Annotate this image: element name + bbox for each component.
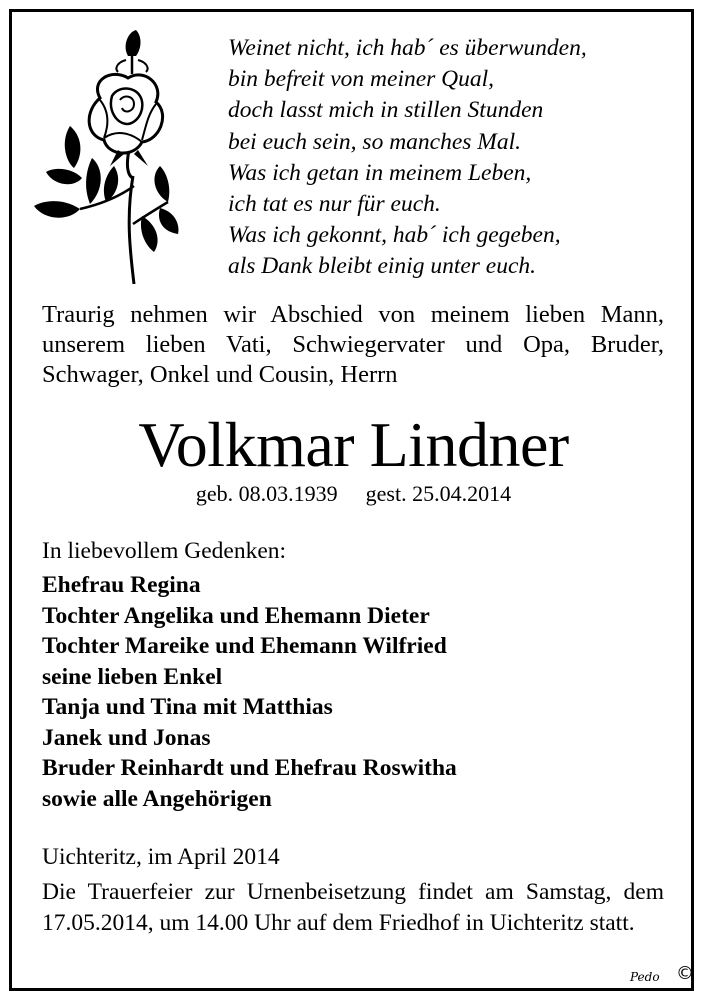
place-date: Uichteritz, im April 2014 [42, 844, 280, 870]
family-list [42, 570, 457, 814]
family-member: Tanja und Tina mit Matthias [42, 694, 333, 720]
birth-date: geb. 08.03.1939 [195, 481, 338, 506]
poem-line: ich tat es nur für euch. [228, 190, 441, 217]
poem-line: doch lasst mich in stillen Stunden [228, 97, 544, 124]
funeral-notice: Die Trauerfeier zur Urnenbeisetzung findet am Samstag, dem 17.05.2014, um 14.00 Uhr auf dem Friedhof in Uichteritz statt. [42, 879, 664, 936]
poem-line: Was ich getan in meinem Leben, [228, 159, 532, 186]
death-date: gest. 25.04.2014 [365, 481, 512, 506]
poem [228, 33, 668, 283]
poem-line: bei euch sein, so manches Mal. [228, 128, 522, 155]
family-member: Tochter Mareike und Ehemann Wilfried [42, 633, 447, 659]
family-member: seine lieben Enkel [42, 663, 223, 690]
family-member: Janek und Jonas [42, 724, 211, 751]
poem-line: Was ich gekonnt, hab´ ich gegeben, [228, 222, 561, 249]
poem-line: bin befreit von meiner Qual, [228, 66, 495, 93]
intro-text: Traurig nehmen wir Abschied von meinem lieben Mann, unserem lieben Vati, Schwiegervater und Opa, Bruder, Schwager, Onkel und Cousin, Herrn [42, 301, 664, 388]
poem-line: als Dank bleibt einig unter euch. [228, 253, 537, 280]
poem-line: Weinet nicht, ich hab´ es überwunden, [228, 35, 587, 61]
family-member: Bruder Reinhardt und Ehefrau Roswitha [42, 755, 457, 781]
rose-icon [30, 26, 180, 288]
copyright-icon: © [676, 963, 694, 984]
family-member: Tochter Angelika und Ehemann Dieter [42, 602, 430, 629]
deceased-name: Volkmar Lindner [138, 409, 569, 480]
designer-signature: Pedo [630, 970, 660, 984]
life-dates [0, 481, 707, 507]
family-member: sowie alle Angehörigen [42, 785, 272, 812]
gedenken-label: In liebevollem Gedenken: [42, 538, 287, 564]
family-member: Ehefrau Regina [42, 572, 201, 598]
